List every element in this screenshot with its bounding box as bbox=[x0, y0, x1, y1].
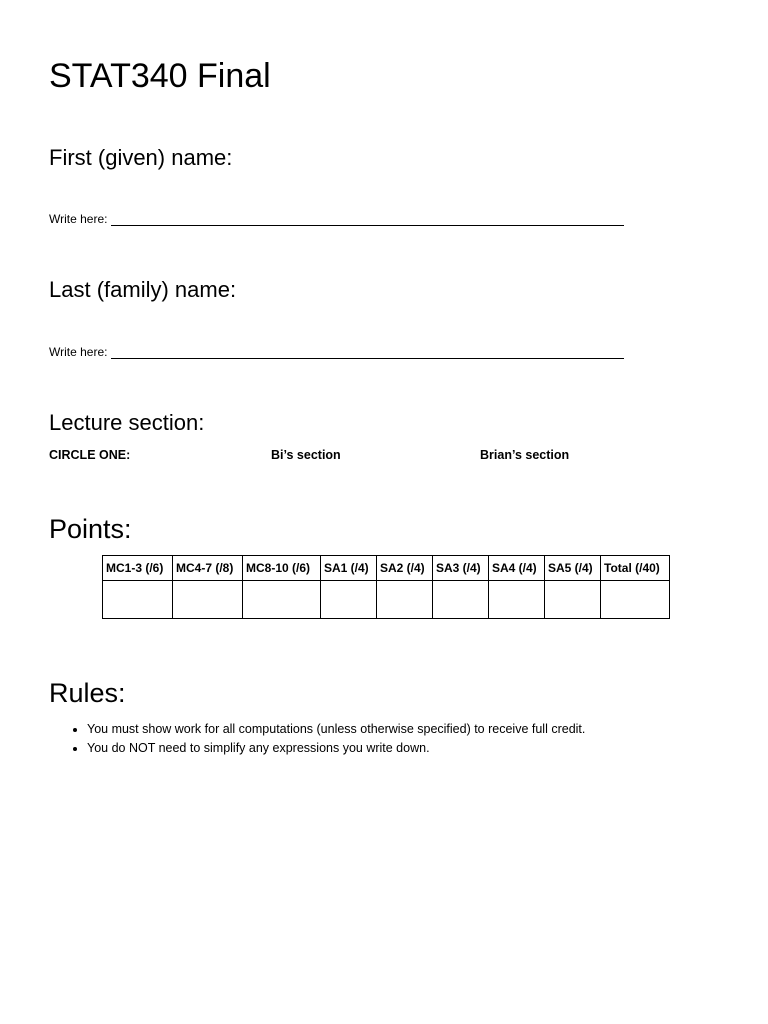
first-name-write-label: Write here: bbox=[49, 212, 108, 226]
points-col-mc4-7: MC4-7 (/8) bbox=[173, 556, 243, 581]
rule-item: • You do NOT need to simplify any expressions you write down. bbox=[87, 739, 585, 758]
points-col-sa1: SA1 (/4) bbox=[321, 556, 377, 581]
rules-list bbox=[49, 720, 585, 758]
last-name-write-line[interactable] bbox=[111, 346, 624, 359]
lecture-section-heading: Lecture section: bbox=[49, 410, 205, 435]
lecture-option-bi[interactable]: Bi’s section bbox=[271, 448, 341, 462]
rule-item: • You must show work for all computations (unless otherwise specified) to receive full credit. bbox=[87, 720, 585, 739]
points-table bbox=[102, 555, 670, 619]
score-cell-sa5[interactable] bbox=[545, 581, 601, 619]
page-title: STAT340 Final bbox=[49, 57, 271, 95]
points-col-sa4: SA4 (/4) bbox=[489, 556, 545, 581]
first-name-write-line[interactable] bbox=[111, 213, 624, 226]
last-name-write-label: Write here: bbox=[49, 345, 108, 359]
score-cell-sa3[interactable] bbox=[433, 581, 489, 619]
last-name-write-row bbox=[49, 345, 624, 359]
points-col-sa3: SA3 (/4) bbox=[433, 556, 489, 581]
score-cell-mc1-3[interactable] bbox=[103, 581, 173, 619]
points-col-total: Total (/40) bbox=[601, 556, 670, 581]
score-cell-sa4[interactable] bbox=[489, 581, 545, 619]
score-cell-mc8-10[interactable] bbox=[243, 581, 321, 619]
last-name-heading: Last (family) name: bbox=[49, 277, 237, 302]
points-col-mc1-3: MC1-3 (/6) bbox=[103, 556, 173, 581]
score-cell-sa1[interactable] bbox=[321, 581, 377, 619]
first-name-heading: First (given) name: bbox=[49, 145, 233, 170]
score-cell-mc4-7[interactable] bbox=[173, 581, 243, 619]
points-score-row bbox=[103, 581, 670, 619]
points-col-sa2: SA2 (/4) bbox=[377, 556, 433, 581]
points-header-row bbox=[103, 556, 670, 581]
first-name-write-row bbox=[49, 212, 624, 226]
points-heading: Points: bbox=[49, 514, 132, 544]
score-cell-sa2[interactable] bbox=[377, 581, 433, 619]
points-col-sa5: SA5 (/4) bbox=[545, 556, 601, 581]
score-cell-total[interactable] bbox=[601, 581, 670, 619]
points-col-mc8-10: MC8-10 (/6) bbox=[243, 556, 321, 581]
rules-heading: Rules: bbox=[49, 678, 126, 708]
circle-one-label: CIRCLE ONE: bbox=[49, 448, 131, 462]
lecture-option-brian[interactable]: Brian’s section bbox=[480, 448, 570, 462]
